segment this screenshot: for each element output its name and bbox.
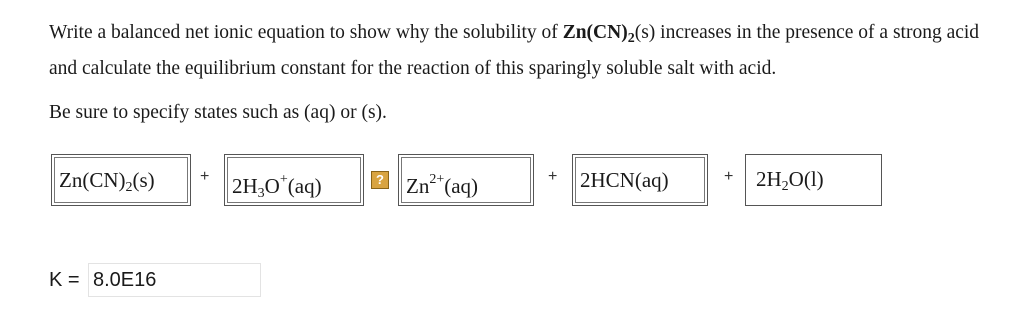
product3-post: O(l) bbox=[788, 167, 824, 191]
product1-sup: 2+ bbox=[429, 172, 445, 187]
reactant2-sub: 3 bbox=[257, 186, 265, 201]
plus-sign: + bbox=[200, 168, 210, 185]
states-instruction: Be sure to specify states such as (aq) or (s). bbox=[49, 102, 387, 123]
reactant1-sub: 2 bbox=[125, 180, 133, 195]
reactant2-mid: O bbox=[264, 174, 280, 198]
product1-pre: Zn bbox=[406, 174, 430, 198]
product1-field[interactable] bbox=[401, 157, 531, 203]
reactant1-box[interactable] bbox=[51, 154, 191, 206]
product2-field[interactable]: 2HCN(aq) bbox=[575, 157, 705, 203]
question-part1: Write a balanced net ionic equation to show why the solubility of bbox=[49, 22, 563, 43]
product1-post: (aq) bbox=[444, 174, 479, 198]
reactant1-pre: Zn(CN) bbox=[59, 168, 126, 192]
product3-sub: 2 bbox=[781, 179, 789, 194]
formula-bold bbox=[562, 22, 635, 46]
reactant1-field[interactable] bbox=[54, 157, 188, 203]
formula-main: Zn(CN) bbox=[562, 22, 628, 43]
product2-box[interactable] bbox=[572, 154, 708, 206]
question-part2: (s) increases in the presence of a strong acid and calculate the equilibrium constant for the reaction of this sparingly soluble salt with acid. bbox=[49, 22, 980, 79]
question-text bbox=[49, 18, 989, 84]
reactant2-field[interactable] bbox=[227, 157, 361, 203]
product3-field[interactable] bbox=[746, 155, 881, 205]
plus-sign: + bbox=[548, 168, 558, 185]
reactant2-sup: + bbox=[279, 172, 288, 187]
formula-sub: 2 bbox=[627, 31, 635, 46]
reactant2-box[interactable] bbox=[224, 154, 364, 206]
product3-pre: 2H bbox=[756, 167, 782, 191]
plus-sign: + bbox=[724, 168, 734, 185]
product3-box[interactable] bbox=[745, 154, 882, 206]
reactant2-pre: 2H bbox=[232, 174, 258, 198]
k-label: K = bbox=[49, 269, 80, 291]
reactant2-post: (aq) bbox=[287, 174, 322, 198]
k-value-input[interactable] bbox=[88, 263, 261, 297]
help-icon[interactable]: ? bbox=[371, 171, 389, 189]
product1-box[interactable] bbox=[398, 154, 534, 206]
reactant1-post: (s) bbox=[132, 168, 155, 192]
